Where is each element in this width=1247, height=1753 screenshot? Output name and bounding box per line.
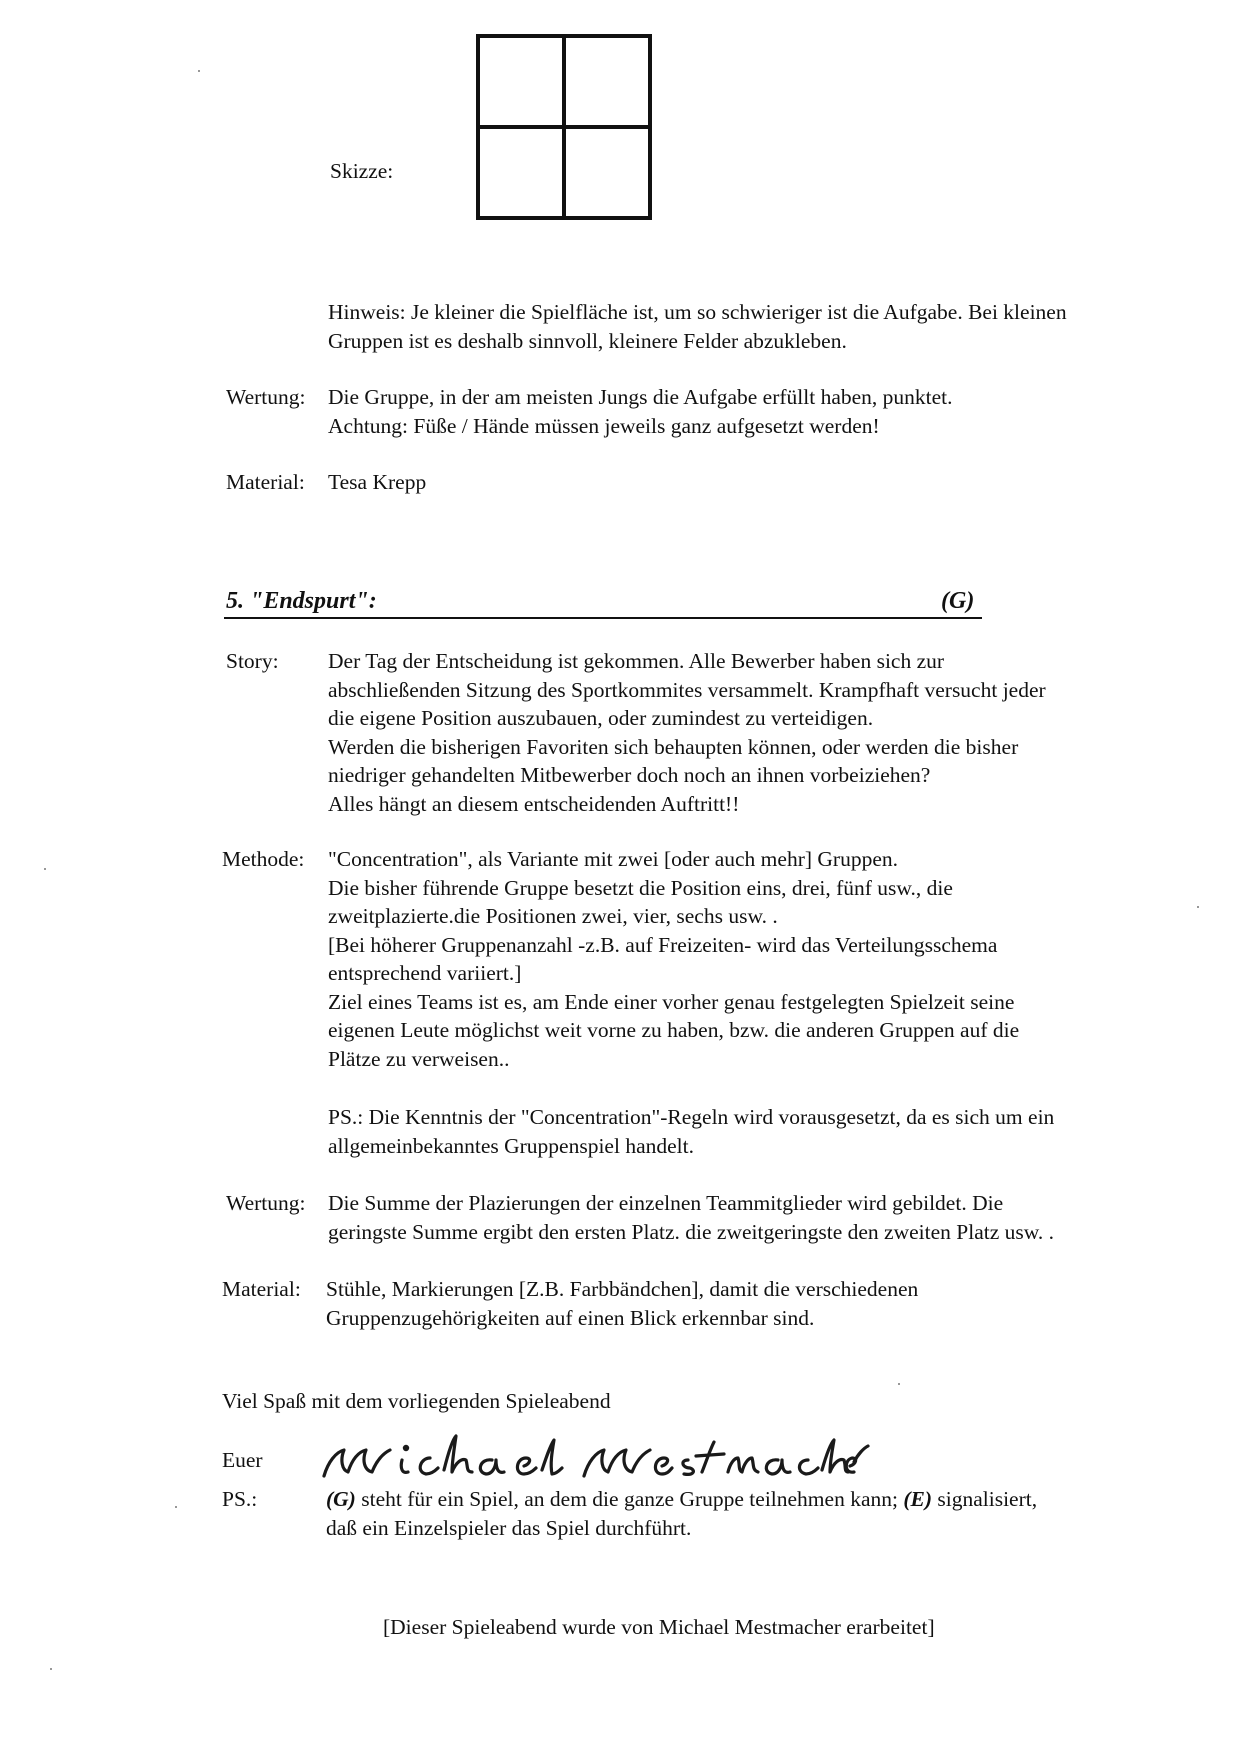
methode-text — [328, 845, 1019, 1073]
ps-line-1 — [326, 1485, 1037, 1514]
section-tag: (G) — [941, 588, 975, 614]
methode-ps-line: PS.: Die Kenntnis der "Concentration"-Regeln wird vorausgesetzt, da es sich um ein — [328, 1105, 1055, 1129]
closing-text: Viel Spaß mit dem vorliegenden Spieleabend — [222, 1389, 611, 1413]
hinweis-line: Hinweis: Je kleiner die Spielfläche ist, um so schwieriger ist die Aufgabe. Bei kleinen — [328, 300, 1067, 324]
scan-speck — [175, 1506, 177, 1508]
material1-label: Material: — [226, 470, 305, 494]
ps-group-marker: (G) — [326, 1487, 356, 1511]
wertung2-text — [328, 1189, 1054, 1246]
sketch-grid-figure — [470, 30, 660, 225]
story-line: die eigene Position auszubauen, oder zumindest zu verteidigen. — [328, 706, 874, 730]
story-line: Der Tag der Entscheidung ist gekommen. Alle Bewerber haben sich zur — [328, 649, 945, 673]
story-line: Werden die bisherigen Favoriten sich behaupten können, oder werden die bisher — [328, 734, 1019, 759]
methode-label: Methode: — [222, 847, 305, 871]
ps-line-1-text-b: signalisiert, — [937, 1487, 1038, 1511]
scan-speck — [50, 1668, 52, 1670]
ps-line-2: daß ein Einzelspieler das Spiel durchführt. — [326, 1516, 692, 1540]
material2-label: Material: — [222, 1277, 301, 1301]
material2-line: Stühle, Markierungen [Z.B. Farbbändchen], damit die verschiedenen — [326, 1277, 919, 1301]
footer-credit: [Dieser Spieleabend wurde von Michael Mestmacher erarbeitet] — [383, 1615, 935, 1639]
wertung1-label: Wertung: — [226, 385, 306, 409]
wertung1-text — [328, 383, 953, 440]
wertung2-line: Die Summe der Plazierungen der einzelnen Teammitglieder wird gebildet. Die — [328, 1191, 1004, 1215]
material2-text — [326, 1275, 918, 1332]
story-line: niedriger gehandelten Mitbewerber doch noch an ihnen vorbeiziehen? — [328, 763, 931, 787]
wertung1-line: Achtung: Füße / Hände müssen jeweils ganz aufgesetzt werden! — [328, 413, 880, 438]
methode-line: zweitplazierte.die Positionen zwei, vier, sechs usw. . — [328, 904, 778, 928]
story-line: abschließenden Sitzung des Sportkommites versammelt. Krampfhaft versucht jeder — [328, 677, 1046, 702]
wertung2-label: Wertung: — [226, 1191, 306, 1215]
closing-euer: Euer — [222, 1448, 263, 1472]
methode-line: "Concentration", als Variante mit zwei [oder auch mehr] Gruppen. — [328, 847, 898, 871]
methode-line: eigenen Leute möglichst weit vorne zu haben, bzw. die anderen Gruppen auf die — [328, 1018, 1020, 1042]
material1-text: Tesa Krepp — [328, 470, 427, 494]
methode-line: entsprechend variiert.] — [328, 961, 522, 985]
methode-ps-line: allgemeinbekanntes Gruppenspiel handelt. — [328, 1133, 694, 1158]
wertung1-line: Die Gruppe, in der am meisten Jungs die Aufgabe erfüllt haben, punktet. — [328, 385, 953, 409]
scan-speck — [198, 70, 200, 72]
hinweis-block — [328, 298, 1067, 355]
sketch-label: Skizze: — [330, 159, 394, 183]
section-underline — [224, 617, 982, 619]
ps-line-1-text-a: steht für ein Spiel, an dem die ganze Gruppe teilnehmen kann; — [361, 1487, 898, 1511]
methode-ps — [328, 1103, 1054, 1160]
section-title: 5. "Endspurt": — [226, 588, 377, 614]
wertung2-line: geringste Summe ergibt den ersten Platz. die zweitgeringste den zweiten Platz usw. . — [328, 1219, 1055, 1244]
story-text — [328, 647, 1046, 818]
methode-line: Die bisher führende Gruppe besetzt die Position eins, drei, fünf usw., die — [328, 875, 953, 900]
ps-single-marker: (E) — [903, 1487, 933, 1511]
scan-speck — [898, 1383, 900, 1385]
methode-line: [Bei höherer Gruppenanzahl -z.B. auf Freizeiten- wird das Verteilungsschema — [328, 932, 998, 957]
methode-line: Plätze zu verweisen.. — [328, 1046, 510, 1071]
material2-line: Gruppenzugehörigkeiten auf einen Blick erkennbar sind. — [326, 1305, 815, 1330]
hinweis-line: Gruppen ist es deshalb sinnvoll, kleinere Felder abzukleben. — [328, 328, 847, 353]
story-label: Story: — [226, 649, 279, 673]
scan-speck — [44, 868, 46, 870]
methode-line: Ziel eines Teams ist es, am Ende einer vorher genau festgelegten Spielzeit seine — [328, 989, 1015, 1014]
ps-label: PS.: — [222, 1487, 258, 1511]
story-line: Alles hängt an diesem entscheidenden Auftritt!! — [328, 791, 740, 816]
scan-speck — [1197, 906, 1199, 908]
